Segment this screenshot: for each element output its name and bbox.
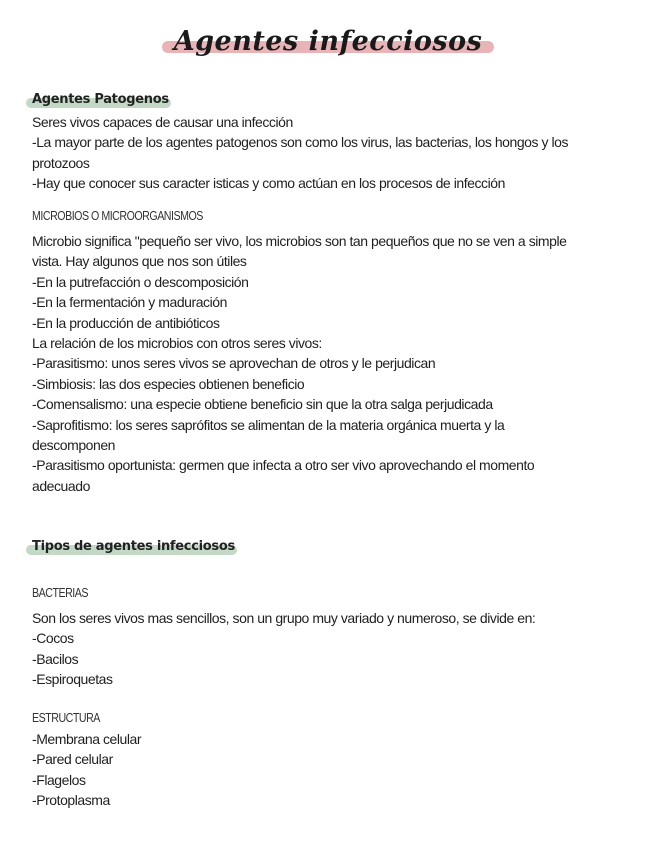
section-agentes-patogenos-body: [32, 112, 632, 194]
text-line: -Saprofitismo: los seres saprófitos se alimentan de la materia orgánica muerta y la: [32, 416, 505, 433]
section-heading-text: Tipos de agentes infecciosos: [32, 539, 235, 554]
text-line: -Simbiosis: las dos especies obtienen beneficio: [32, 375, 305, 392]
section-microbios-body: [32, 231, 632, 496]
section-tipos: [32, 537, 632, 555]
text-line: -Pared celular: [32, 751, 113, 768]
page-title-text: Agentes infecciosos: [173, 26, 483, 57]
text-line: Seres vivos capaces de causar una infección: [32, 114, 293, 130]
text-line: -En la producción de antibióticos: [32, 314, 220, 331]
subsection-heading: MICROBIOS O MICROORGANISMOS: [32, 208, 203, 223]
section-heading: [32, 539, 235, 554]
section-estructura: [32, 709, 632, 727]
text-line: descomponen: [32, 437, 116, 454]
subsection-heading: ESTRUCTURA: [32, 710, 100, 725]
section-agentes-patogenos: [32, 90, 632, 108]
section-heading: [32, 92, 169, 107]
text-line: -Parasitismo oportunista: germen que infecta a otro ser vivo aprovechando el momento: [32, 457, 535, 474]
text-line: -Parasitismo: unos seres vivos se aprovechan de otros y le perjudican: [32, 355, 436, 372]
text-line: protozoos: [32, 154, 90, 171]
section-heading-text: Agentes Patogenos: [32, 92, 169, 107]
subsection-heading: BACTERIAS: [32, 585, 89, 600]
text-line: -Espiroquetas: [32, 671, 113, 688]
text-line: Microbio significa "pequeño ser vivo, los microbios son tan pequeños que no se ven a simple: [32, 233, 567, 249]
title-container: [0, 26, 656, 57]
text-line: -Bacilos: [32, 650, 79, 667]
text-line: -Membrana celular: [32, 731, 142, 747]
text-line: -En la putrefacción o descomposición: [32, 273, 249, 290]
text-line: -Comensalismo: una especie obtiene beneficio sin que la otra salga perjudicada: [32, 396, 493, 413]
text-line: vista. Hay algunos que nos son útiles: [32, 253, 247, 270]
text-line: La relación de los microbios con otros seres vivos:: [32, 335, 322, 352]
text-line: -Protoplasma: [32, 792, 110, 809]
text-line: -En la fermentación y maduración: [32, 294, 227, 311]
text-line: -Hay que conocer sus caracter isticas y como actúan en los procesos de infección: [32, 175, 505, 192]
text-line: -Cocos: [32, 630, 74, 647]
section-microbios: [32, 207, 632, 225]
page-title: [166, 26, 491, 57]
section-estructura-body: [32, 729, 632, 811]
text-line: adecuado: [32, 477, 90, 494]
text-line: -Flagelos: [32, 771, 86, 788]
section-bacterias: [32, 584, 632, 602]
section-bacterias-body: [32, 608, 632, 690]
text-line: Son los seres vivos mas sencillos, son un grupo muy variado y numeroso, se divide en:: [32, 610, 536, 626]
text-line: -La mayor parte de los agentes patogenos son como los virus, las bacterias, los hongos y los: [32, 134, 569, 151]
